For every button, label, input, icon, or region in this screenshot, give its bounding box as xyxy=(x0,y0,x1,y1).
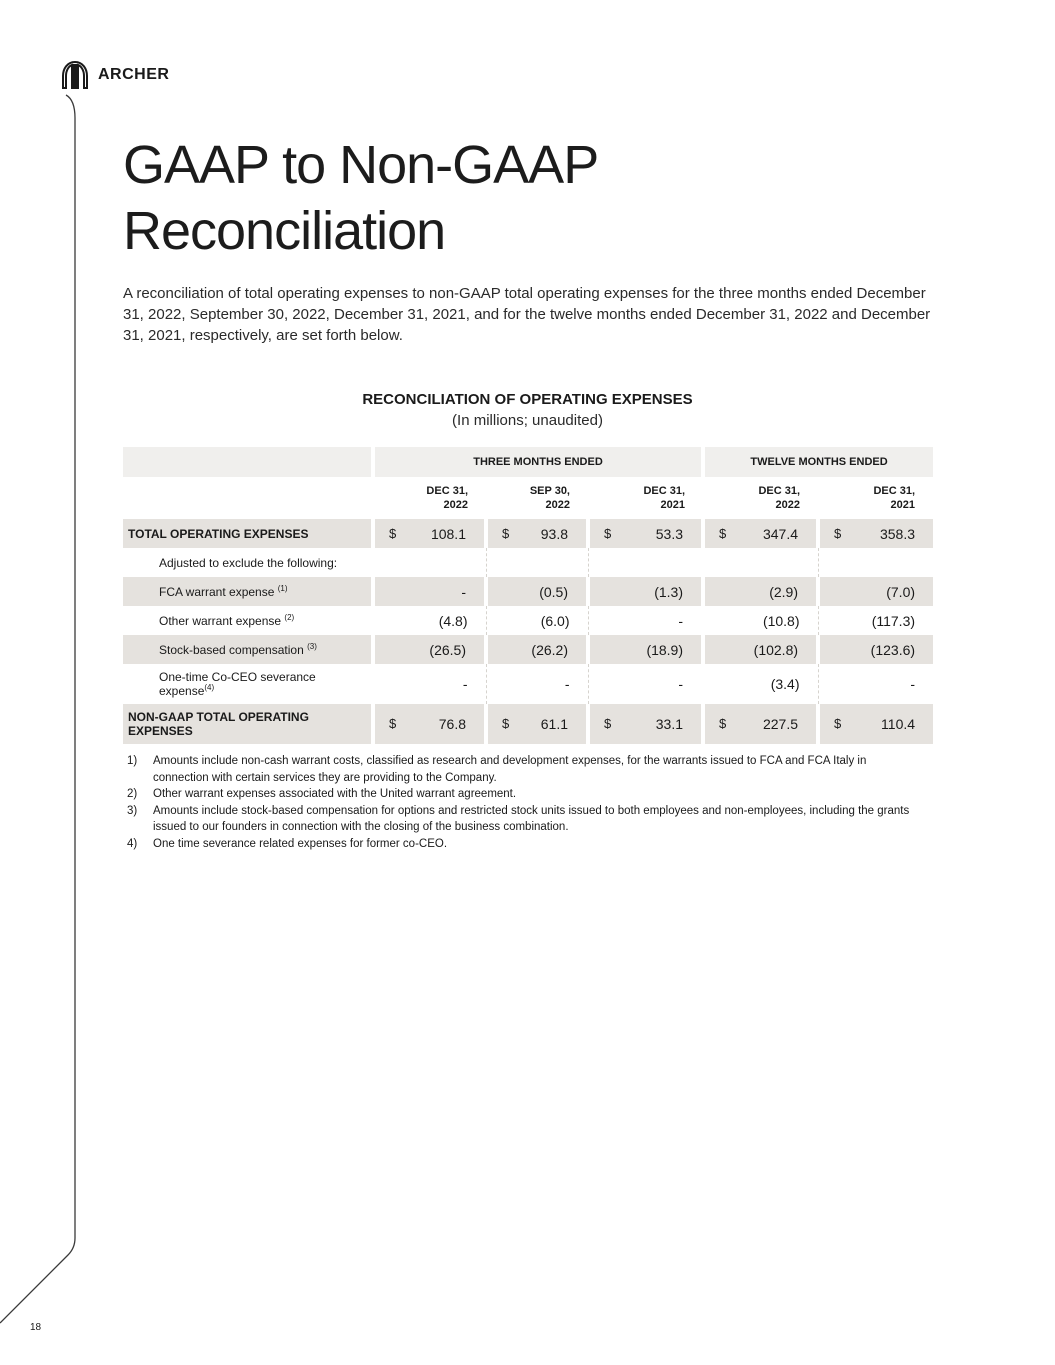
table-cell: $ 227.5 xyxy=(703,704,818,744)
table-row-severance xyxy=(123,664,933,704)
archer-logo xyxy=(61,60,169,90)
row-label: FCA warrant expense $^{(1)}$ xyxy=(123,577,373,606)
table-cell xyxy=(486,548,588,577)
table-cell xyxy=(703,548,818,577)
table-cell: $ 347.4 xyxy=(703,519,818,548)
title-line-1: GAAP to Non-GAAP xyxy=(123,135,599,195)
table-cell xyxy=(588,548,703,577)
table-cell: $ 33.1 xyxy=(588,704,703,744)
footnote: 4) One time severance related expenses for former co-CEO. xyxy=(127,837,448,850)
page-title xyxy=(123,132,598,264)
table-cell: (1.3) xyxy=(588,577,703,606)
table-cell xyxy=(373,548,486,577)
group-three-months: THREE MONTHS ENDED xyxy=(373,447,703,477)
table-row-adjusted xyxy=(123,548,933,577)
archer-wing-icon xyxy=(61,60,89,90)
table-cell: (10.8) xyxy=(703,606,818,635)
table-cell: (26.2) xyxy=(486,635,588,664)
table-row-other-warrant xyxy=(123,606,933,635)
table-cell: (4.8) xyxy=(373,606,486,635)
table-cell: (26.5) xyxy=(373,635,486,664)
table-cell: (7.0) xyxy=(818,577,933,606)
table-cell: (0.5) xyxy=(486,577,588,606)
table-cell: $ 76.8 xyxy=(373,704,486,744)
column-header: DEC 31, 2021 xyxy=(873,485,916,511)
table-cell: $ 358.3 xyxy=(818,519,933,548)
table-cell: - xyxy=(588,664,703,704)
table-row-total-operating-expenses xyxy=(123,519,933,548)
column-header-blank xyxy=(123,477,373,519)
table-column-header-row xyxy=(123,477,933,519)
footnote: 1) Amounts include non-cash warrant costs, classified as research and development expenses, for the warrants issued to FCA and FCA Italy in connection with certain services they are providing to the Company. xyxy=(127,755,867,784)
table-row-fca-warrant xyxy=(123,577,933,606)
table-heading xyxy=(123,390,932,432)
table-cell xyxy=(818,548,933,577)
table-row-stock-based-compensation xyxy=(123,635,933,664)
table-cell: - xyxy=(486,664,588,704)
row-label: TOTAL OPERATING EXPENSES xyxy=(123,519,373,548)
table-cell: (102.8) xyxy=(703,635,818,664)
table-cell: (123.6) xyxy=(818,635,933,664)
column-header: DEC 31, 2022 xyxy=(426,485,468,511)
table-cell: (18.9) xyxy=(588,635,703,664)
footnote: 2) Other warrant expenses associated with the United warrant agreement. xyxy=(127,788,517,800)
footnotes xyxy=(127,753,917,852)
page-number: 18 xyxy=(30,1322,42,1333)
column-header: DEC 31, 2021 xyxy=(643,485,686,511)
group-header-blank xyxy=(123,447,373,477)
table-cell: $ 110.4 xyxy=(818,704,933,744)
table-cell: - xyxy=(588,606,703,635)
table-title: RECONCILIATION OF OPERATING EXPENSES xyxy=(362,391,693,408)
row-label: NON-GAAP TOTAL OPERATING EXPENSES xyxy=(123,704,373,744)
row-label: Stock-based compensation $^{(3)}$ xyxy=(123,635,373,664)
table-cell: - xyxy=(373,577,486,606)
brand-name: ARCHER xyxy=(98,66,170,83)
table-row-non-gaap-total xyxy=(123,704,933,744)
row-label: One-time Co-CEO severance expense$^{(4)}$ xyxy=(159,670,316,698)
table-cell: $ 108.1 xyxy=(373,519,486,548)
table-cell: (3.4) xyxy=(703,664,818,704)
table-cell: $ 93.8 xyxy=(486,519,588,548)
table-cell: (6.0) xyxy=(486,606,588,635)
footnote: 3) Amounts include stock-based compensation for options and restricted stock units issued to both employees and non-employees, including the grants issued to our founders in connection with the closing of the business combination. xyxy=(127,804,910,833)
table-subtitle: (In millions; unaudited) xyxy=(452,412,603,429)
reconciliation-table xyxy=(123,447,933,744)
intro-paragraph: A reconciliation of total operating expenses to non-GAAP total operating expenses for the three months ended December 31, 2022, September 30, 2022, December 31, 2021, and for the twelve months ended December 31, 2022 and December 31, 2021, respectively, are set forth below. xyxy=(123,285,931,344)
table-group-header-row xyxy=(123,447,933,477)
table-cell: $ 61.1 xyxy=(486,704,588,744)
table-cell: (117.3) xyxy=(818,606,933,635)
table-cell: (2.9) xyxy=(703,577,818,606)
group-twelve-months: TWELVE MONTHS ENDED xyxy=(703,447,933,477)
table-cell: $ 53.3 xyxy=(588,519,703,548)
table-cell: - xyxy=(373,664,486,704)
row-label: Adjusted to exclude the following: xyxy=(159,555,338,570)
column-header: SEP 30, 2022 xyxy=(529,485,570,511)
title-line-2: Reconciliation xyxy=(123,201,446,261)
row-label: Other warrant expense $^{(2)}$ xyxy=(159,612,295,628)
column-header: DEC 31, 2022 xyxy=(758,485,801,511)
table-cell: - xyxy=(818,664,933,704)
